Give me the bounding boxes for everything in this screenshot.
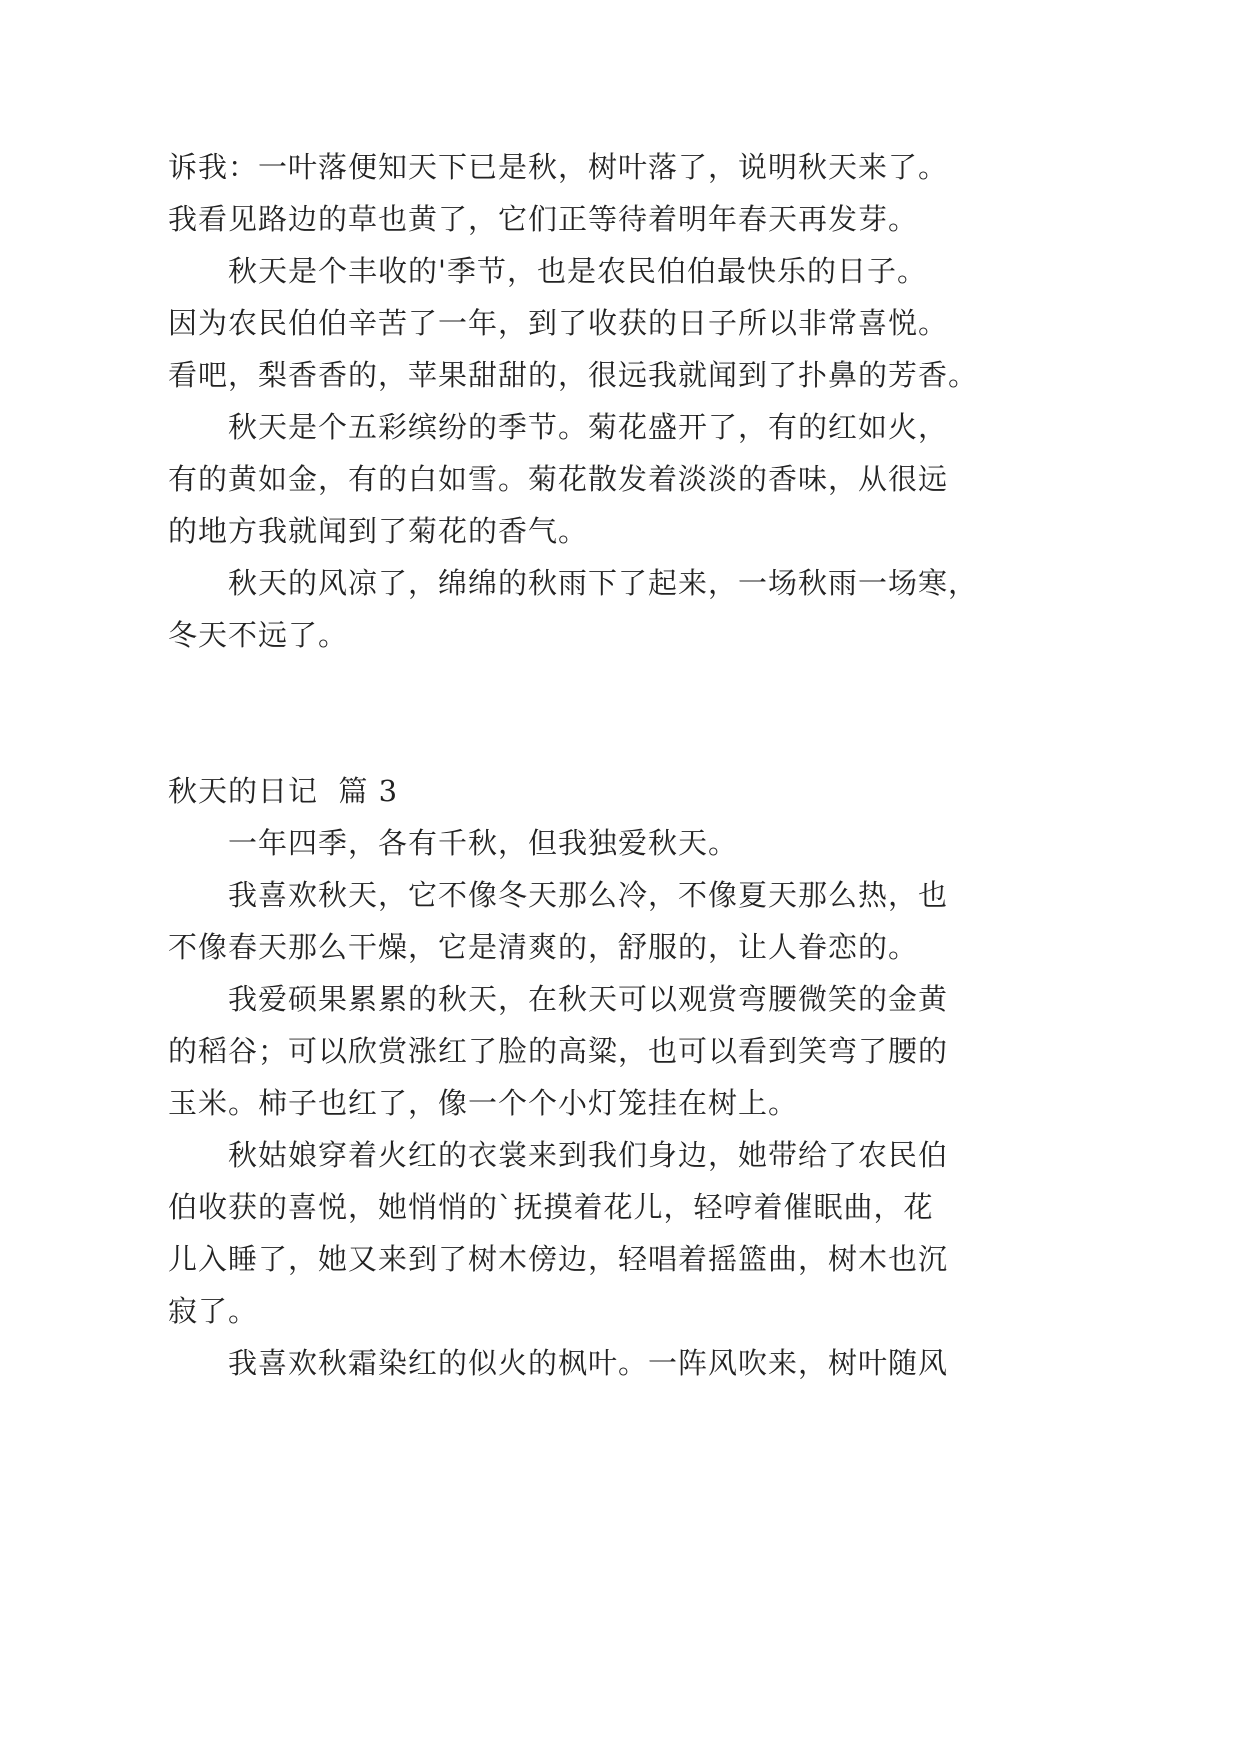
paragraph-start-line: 秋天的风凉了，绵绵的秋雨下了起来，一场秋雨一场寒， (228, 566, 979, 600)
text-line: 我看见路边的草也黄了，它们正等待着明年春天再发芽。 (168, 202, 919, 236)
blank-line (168, 713, 1068, 765)
text-line: 不像春天那么干燥，它是清爽的，舒服的，让人眷恋的。 (168, 930, 919, 964)
text-line: 有的黄如金，有的白如雪。菊花散发着淡淡的香味，从很远 (168, 462, 949, 496)
text-line: 冬天不远了。 (168, 618, 349, 652)
text-line: 看吧，梨香香的，苹果甜甜的，很远我就闻到了扑鼻的芳香。 (168, 358, 979, 392)
text-line: 诉我：一叶落便知天下已是秋，树叶落了，说明秋天来了。 (168, 150, 949, 184)
paragraph-start-line: 一年四季，各有千秋，但我独爱秋天。 (228, 826, 739, 860)
paragraph-start-line: 秋姑娘穿着火红的衣裳来到我们身边，她带给了农民伯 (228, 1138, 949, 1172)
paragraph-start-line: 秋天是个丰收的'季节，也是农民伯伯最快乐的日子。 (228, 254, 927, 288)
text-line: 的地方我就闻到了菊花的香气。 (168, 514, 589, 548)
blank-line (168, 661, 1068, 713)
paragraph-start-line: 我喜欢秋霜染红的似火的枫叶。一阵风吹来，树叶随风 (228, 1346, 949, 1380)
document-text (168, 141, 1068, 1389)
paragraph-start-line: 我喜欢秋天，它不像冬天那么冷，不像夏天那么热，也 (228, 878, 949, 912)
text-line: 因为农民伯伯辛苦了一年，到了收获的日子所以非常喜悦。 (168, 306, 949, 340)
paragraph-start-line: 我爱硕果累累的秋天，在秋天可以观赏弯腰微笑的金黄 (228, 982, 949, 1016)
text-line: 玉米。柿子也红了，像一个个小灯笼挂在树上。 (168, 1086, 799, 1120)
section-heading: 秋天的日记 篇 3 (168, 774, 399, 808)
paragraph-start-line: 秋天是个五彩缤纷的季节。菊花盛开了，有的红如火， (228, 410, 949, 444)
text-line: 儿入睡了，她又来到了树木傍边，轻唱着摇篮曲，树木也沉 (168, 1242, 949, 1276)
text-line: 寂了。 (168, 1294, 259, 1328)
text-line: 伯收获的喜悦，她悄悄的`抚摸着花儿，轻哼着催眠曲，花 (168, 1190, 934, 1224)
text-line: 的稻谷；可以欣赏涨红了脸的高粱，也可以看到笑弯了腰的 (168, 1034, 949, 1068)
